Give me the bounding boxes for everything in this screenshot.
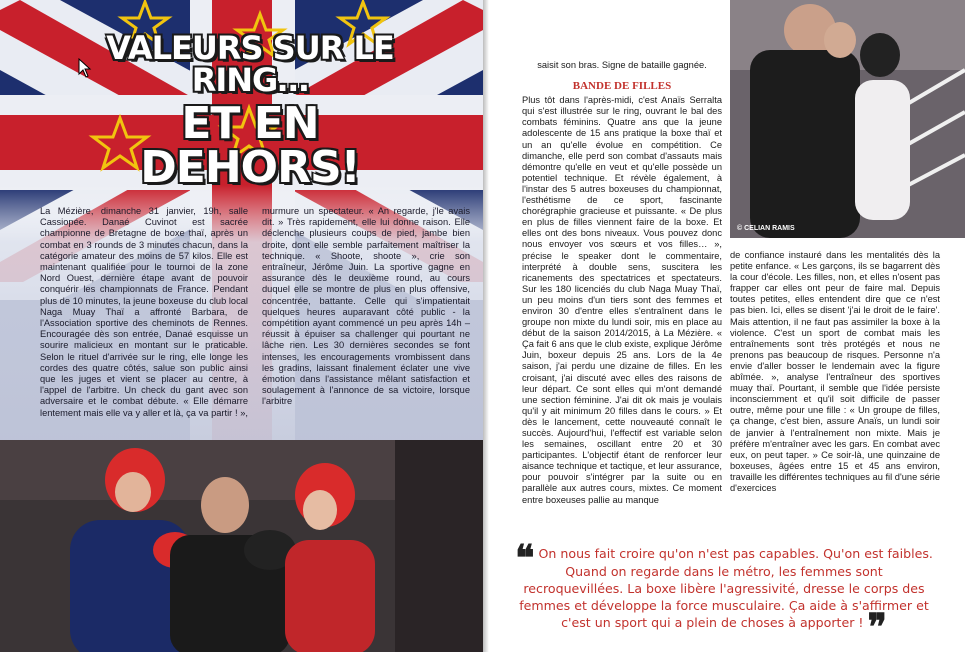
column-b-text: de confiance instauré dans les mentalités dès la petite enfance. « Les garçons, ils se bagarrent dès la cour d'école. Les filles, non, et elles n'osent pas frapper car elles ont peur de faire mal. Depuis toutes petites, elles entendent dire que ce n'est pas bien. Ici, elles se disent 'j'ai le droit de le faire'. Mais attention, il ne faut pas assimiler la boxe à la violence. C'est un sport de combat mais les entraînements sont très protégés et nous ne prenons pas beaucoup de risques. Personne n'a envie d'aller bosser le lendemain avec la figure abîmée. », analyse l'entraîneur des sportives muay thaï. Pourtant, il semble que l'idée persiste inconsciemment et qu'il soit difficile de passer outre, même pour une fille : « Un groupe de filles, ça change, c'est bien, assure Anaïs, un lundi soir de janvier à l'entraînement non mixte. Mais je préfère m'entraîner avec les gars. En combat avec eux, on peut taper. » Ce soir-là, une quinzaine de boxeuses, âgées entre 15 et 45 ans environ, travaille les différentes techniques au fil d'une série d'exercices — [730, 250, 940, 493]
pull-quote-text: On nous fait croire qu'on n'est pas capables. Qu'on est faibles. Quand on regarde dans le métro, les femmes sont recroquevillées. La boxe libère l'agressivité, dresse le corps des femmes et développe la force musculaire. Ça aide à s'affirmer et c'est un sport qui a plein de choses à apporter ! — [519, 546, 933, 630]
boxing-match-photo — [0, 440, 483, 652]
left-paragraph: La Mézière, dimanche 31 janvier, 19h, salle Cassiopée. Danaé Cuvinot est sacrée championne de Bretagne de boxe thaï, après un combat en 3 rounds de 3 minutes chacun, dans la catégorie amateur des moins de 57 kilos. Elle est maintenant qualifiée pour le tournoi de la zone Nord Ouest, dernière étape avant de pouvoir conquérir les championnats de France. Pendant plus de 10 minutes, la jeune boxeuse du club local Naga Muay Thaï a affronté Barbara, de l'Association sportive des cheminots de Rennes. Encouragée dès son entrée, Danaé esquisse un sourire malicieux en montant sur le praticable. Selon le rituel d'arrivée sur le ring, elle longe les cordes des quatre côtés, salue son public ainsi que les juges et vient se placer au centre, à l'appel de l'arbitre. Un check du gant avec son adversaire et le combat débute. « Elle démarre lentement mais elle va y aller et là, ça va partir ! », murmure un spectateur. « An regarde, j'le avais dit. » Très rapidement, elle lui donne raison. Elle déclenche plusieurs coups de pied, jambe bien droite, dont elle semble parfaitement maîtriser la technique. « Shoote, shoote », crie son entraîneur, Jérôme Juin. La sportive gagne en assurance dès le deuxième round, au cours duquel elle se montre de plus en plus offensive, concentrée, battante. Celle qui s'impatientait quelques heures auparavant côté public - la compétition ayant commencé un peu après 14h – réussit à épuiser sa challenger qui pourtant ne lâche rien. Les 30 dernières secondes se font intenses, les encouragements vrombissent dans les gradins, laissant finalement éclater une vive émotion dans l'assistance mêlant satisfaction et soulagement à l'annonce de sa victoire, lorsque l'arbitre — [40, 206, 470, 418]
title-line-1: VALEURS SUR LE RING… — [106, 29, 394, 99]
opening-line: saisit son bras. Signe de bataille gagnée. — [537, 60, 707, 70]
photo-credit: © CELIAN RAMIS — [737, 225, 795, 232]
pull-quote — [514, 538, 934, 647]
right-column-a — [522, 60, 722, 525]
right-column-b — [730, 250, 940, 525]
open-quote-mark: ❝ — [515, 538, 535, 578]
article-title — [80, 29, 420, 193]
close-quote-mark: ❞ — [867, 607, 887, 647]
page-gutter — [483, 0, 489, 652]
title-line-2: ET EN DEHORS! — [140, 98, 360, 193]
training-photo — [730, 0, 965, 238]
mouse-cursor-icon — [78, 58, 92, 78]
column-a-text: Plus tôt dans l'après-midi, c'est Anaïs Serralta qui s'est illustrée sur le ring, ouvrant le bal des combats féminins. Quatre ans que la jeune adolescente de 15 ans pratique la boxe thaï et un an qu'elle évolue en compétition. Ce dimanche, elle perd son combat d'assauts mais démontre qu'elle en veut et qu'elle possède un potentiel technique. Et révèle également, à l'instar des 5 autres boxeuses du championnat, l'esthétisme de ce sport, fascinante chorégraphie gracieuse et puissante. « De plus en plus de filles viennent faire de la boxe. Et elles ont des bons niveaux. Vous pouvez donc nous envoyer vos sœurs et vos filles… », précise le speaker dont le commentaire, interprété à double sens, suscitera les ricanements des spectatrices et spectateurs. Sur les 180 licenciés du club Naga Muay Thaï, un peu moins d'un tiers sont des femmes et environ 30 d'entre elles s'entraînent dans le groupe non mixte du lundi soir, mis en place au début de la saison 2014/2015, à La Mézière. « Ça fait 6 ans que le club existe, explique Jérôme Juin, boxeur depuis 25 ans. Lors de la 4e saison, j'ai perdu une dizaine de filles. En les croisant, j'ai discuté avec elles des raisons de leur départ. Ce sont elles qui m'ont demandé une section féminine. J'ai dit ok mais je voulais qu'il y ait minimum 20 filles dans le cours. » Et dès le lancement, cette nouveauté connaît le succès. Aujourd'hui, l'effectif est variable selon les semaines, oscillant entre 20 et 30 participantes. L'objectif étant de renforcer leur aisance technique et tactique, et leur assurance, pour pouvoir s'intégrer par la suite ou en parallèle aux autres cours, mixtes. Ce moment entre boxeuses pallie au manque — [522, 95, 722, 505]
section-heading: BANDE DE FILLES — [572, 80, 672, 93]
left-body-text — [40, 206, 470, 432]
